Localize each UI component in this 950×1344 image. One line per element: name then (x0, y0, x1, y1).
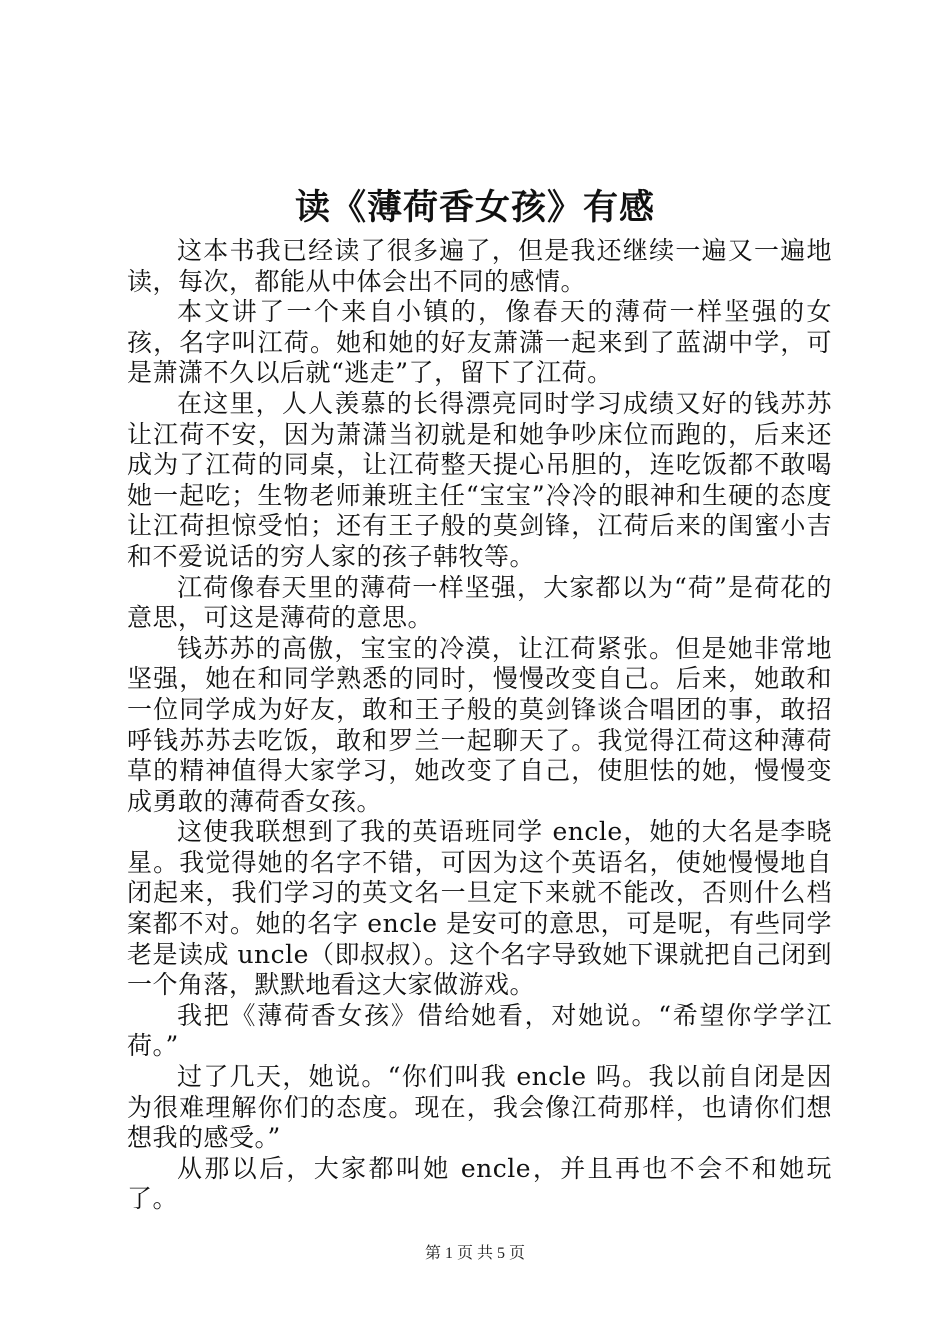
paragraph: 从那以后，大家都叫她 encle，并且再也不会不和她玩了。 (127, 1153, 832, 1214)
paragraph: 我把《薄荷香女孩》借给她看，对她说。“希望你学学江荷。” (127, 1000, 832, 1061)
paragraph: 本文讲了一个来自小镇的，像春天的薄荷一样坚强的女孩，名字叫江荷。她和她的好友萧潇一起来到了蓝湖中学，可是萧潇不久以后就“逃走”了，留下了江荷。 (127, 297, 832, 388)
paragraph: 这使我联想到了我的英语班同学 encle，她的大名是李晓星。我觉得她的名字不错，可因为这个英语名，使她慢慢地自闭起来，我们学习的英文名一旦定下来就不能改，否则什么档案都不对。她的名字 encle 是安可的意思，可是呢，有些同学老是读成 uncle（即叔叔）。这个名字导致她下课就把自己闭到一个角落，默默地看这大家做游戏。 (127, 817, 832, 1000)
paragraph: 过了几天，她说。“你们叫我 encle 吗。我以前自闭是因为很难理解你们的态度。现在，我会像江荷那样，也请你们想想我的感受。” (127, 1062, 832, 1153)
paragraph: 这本书我已经读了很多遍了，但是我还继续一遍又一遍地读，每次，都能从中体会出不同的感情。 (127, 236, 832, 296)
paragraph: 江荷像春天里的薄荷一样坚强，大家都以为“荷”是荷花的意思，可这是薄荷的意思。 (127, 572, 832, 633)
document-title: 读《薄荷香女孩》有感 (294, 187, 655, 228)
document-body (127, 236, 832, 1215)
paragraph: 在这里，人人羡慕的长得漂亮同时学习成绩又好的钱苏苏让江荷不安，因为萧潇当初就是和她争吵床位而跑的，后来还成为了江荷的同桌，让江荷整天提心吊胆的，连吃饭都不敢喝她一起吃；生物老师兼班主任“宝宝”冷冷的眼神和生硬的态度让江荷担惊受怕；还有王子般的莫剑锋，江荷后来的闺蜜小吉和不爱说话的穷人家的孩子韩牧等。 (127, 388, 832, 571)
paragraph: 钱苏苏的高傲，宝宝的冷漠，让江荷紧张。但是她非常地坚强，她在和同学熟悉的同时，慢慢改变自己。后来，她敢和一位同学成为好友，敢和王子般的莫剑锋谈合唱团的事，敢招呼钱苏苏去吃饭，敢和罗兰一起聊天了。我觉得江荷这种薄荷草的精神值得大家学习，她改变了自己，使胆怯的她，慢慢变成勇敢的薄荷香女孩。 (127, 633, 832, 816)
page-number-footer: 第 1 页 共 5 页 (424, 1245, 525, 1262)
